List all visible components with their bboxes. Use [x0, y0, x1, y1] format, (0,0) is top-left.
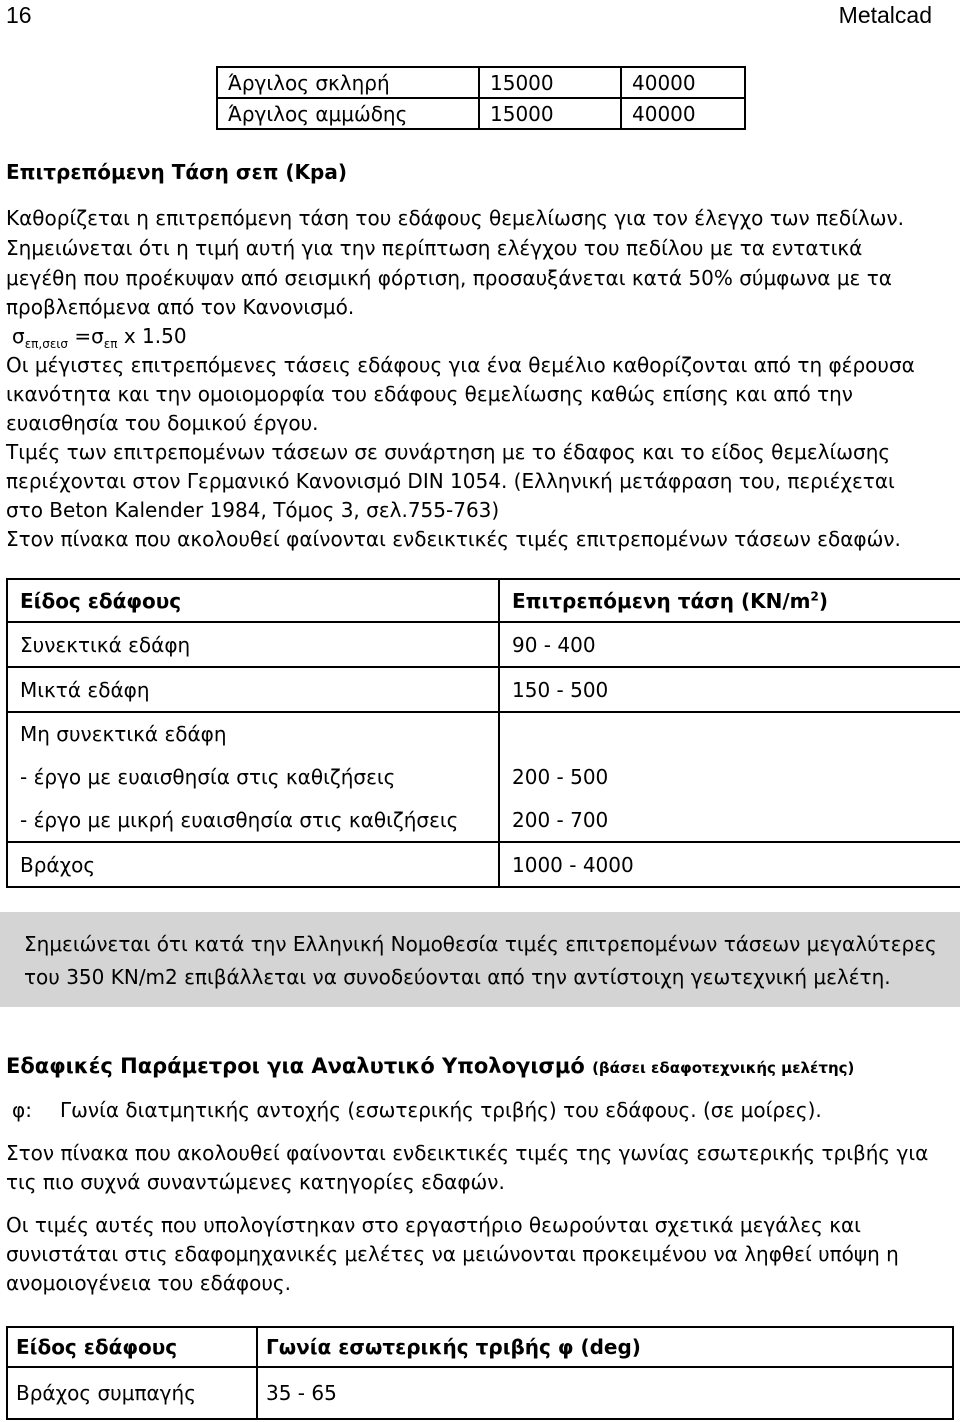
paragraph-line: Στον πίνακα που ακολουθεί φαίνονται ενδεικτικές τιμές της γωνίας εσωτερικής τριβής για — [6, 1141, 929, 1165]
section-heading-params — [6, 1054, 854, 1078]
column-header: Είδος εδάφους — [7, 579, 499, 622]
paragraph-line: ανομοιογένεια του εδάφους. — [6, 1271, 292, 1295]
soil-type-cell: - έργο με μικρή ευαισθησία στις καθιζήσεις — [7, 798, 499, 842]
legislation-note — [0, 912, 960, 1007]
paragraph-line: ευαισθησία του δομικού έργου. — [6, 411, 319, 435]
soil-values-table — [216, 66, 746, 130]
table-row — [7, 755, 960, 798]
section-heading-note: (βάσει εδαφοτεχνικής μελέτης) — [592, 1059, 855, 1077]
paragraph-line: ικανότητα και την ομοιομορφία του εδάφους θεμελίωσης καθώς επίσης και από την — [6, 382, 853, 406]
phi-description: Γωνία διατμητικής αντοχής (εσωτερικής τριβής) του εδάφους. (σε μοίρες). — [60, 1098, 822, 1122]
soil-type-cell: Συνεκτικά εδάφη — [7, 622, 499, 667]
stress-value-cell: 200 - 500 — [499, 755, 960, 798]
friction-angle-table — [6, 1326, 954, 1420]
section-heading-allowable: Επιτρεπόμενη Τάση σεπ (Kpa) — [6, 160, 347, 184]
column-header: Είδος εδάφους — [7, 1327, 257, 1367]
note-line: του 350 KN/m2 επιβάλλεται να συνοδεύονται από την αντίστοιχη γεωτεχνική μελέτη. — [24, 965, 891, 989]
stress-value-cell: 150 - 500 — [499, 667, 960, 712]
table-row — [7, 1367, 953, 1419]
table-header-row — [7, 1327, 953, 1367]
stress-value-cell: 90 - 400 — [499, 622, 960, 667]
table-row — [217, 67, 745, 98]
table-row — [217, 98, 745, 129]
formula-subscript: επ,σεισ — [24, 337, 68, 351]
unit-exponent: 2 — [810, 588, 819, 603]
formula-sigma: σ — [12, 324, 25, 348]
paragraph-line: στο Beton Kalender 1984, Τόμος 3, σελ.755-763) — [6, 498, 500, 522]
soil-value-cell: 15000 — [479, 67, 621, 98]
column-header-tail: ) — [818, 588, 829, 613]
soil-name-cell: Άργιλος σκληρή — [217, 67, 479, 98]
soil-value-cell: 40000 — [621, 98, 745, 129]
paragraph-line: Οι τιμές αυτές που υπολογίστηκαν στο εργαστήριο θεωρούνται σχετικά μεγάλες και — [6, 1213, 861, 1237]
paragraph-line: Σημειώνεται ότι η τιμή αυτή για την περίπτωση ελέγχου του πεδίλου με τα εντατικά — [6, 236, 863, 260]
table-row — [7, 798, 960, 842]
table-row — [7, 667, 960, 712]
soil-type-cell: Μη συνεκτικά εδάφη — [7, 712, 499, 755]
paragraph-line: περιέχονται στον Γερμανικό Κανονισμό DIN 1054. (Ελληνική μετάφραση του, περιέχεται — [6, 469, 895, 493]
phi-symbol: φ: — [12, 1098, 32, 1122]
stress-value-cell: 1000 - 4000 — [499, 842, 960, 887]
paragraph-line: τις πιο συχνά συναντώμενες κατηγορίες εδαφών. — [6, 1170, 505, 1194]
formula-tail: x 1.50 — [117, 324, 187, 348]
document-title: Metalcad — [838, 2, 932, 28]
formula — [12, 324, 187, 351]
page-number: 16 — [6, 2, 32, 28]
paragraph-line: μεγέθη που προέκυψαν από σεισμική φόρτιση, προσαυξάνεται κατά 50% σύμφωνα με τα — [6, 266, 892, 290]
paragraph-line: συνιστάται στις εδαφομηχανικές μελέτες να μειώνονται προκειμένου να ληφθεί υπόψη η — [6, 1242, 899, 1266]
column-header — [499, 579, 960, 622]
soil-type-cell: Μικτά εδάφη — [7, 667, 499, 712]
section-heading-text: Εδαφικές Παράμετροι για Αναλυτικό Υπολογισμό — [6, 1054, 585, 1078]
paragraph-line: Οι μέγιστες επιτρεπόμενες τάσεις εδάφους για ένα θεμέλιο καθορίζονται από τη φέρουσα — [6, 353, 915, 377]
note-line: Σημειώνεται ότι κατά την Ελληνική Νομοθεσία τιμές επιτρεπομένων τάσεων μεγαλύτερες — [24, 932, 937, 956]
table-header-row — [7, 579, 960, 622]
soil-type-cell: Βράχος — [7, 842, 499, 887]
paragraph-line: Στον πίνακα που ακολουθεί φαίνονται ενδεικτικές τιμές επιτρεπομένων τάσεων εδαφών. — [6, 527, 901, 551]
paragraph-line: Τιμές των επιτρεπομένων τάσεων σε συνάρτηση με το έδαφος και το είδος θεμελίωσης — [6, 440, 891, 464]
column-header: Γωνία εσωτερικής τριβής φ (deg) — [257, 1327, 953, 1367]
allowable-stress-table — [6, 578, 960, 888]
formula-subscript: επ — [103, 337, 118, 351]
formula-equals: =σ — [67, 324, 104, 348]
friction-value-cell: 35 - 65 — [257, 1367, 953, 1419]
table-row — [7, 622, 960, 667]
stress-value-cell: 200 - 700 — [499, 798, 960, 842]
soil-type-cell: - έργο με ευαισθησία στις καθιζήσεις — [7, 755, 499, 798]
soil-value-cell: 40000 — [621, 67, 745, 98]
soil-type-cell: Βράχος συμπαγής — [7, 1367, 257, 1419]
column-header-text: Επιτρεπόμενη τάση (KN/m — [512, 588, 811, 613]
paragraph-line: Καθορίζεται η επιτρεπόμενη τάση του εδάφους θεμελίωσης για τον έλεγχο των πεδίλων. — [6, 206, 905, 230]
stress-value-cell — [499, 712, 960, 755]
paragraph-line: προβλεπόμενα από τον Κανονισμό. — [6, 295, 355, 319]
table-row — [7, 712, 960, 755]
soil-value-cell: 15000 — [479, 98, 621, 129]
soil-name-cell: Άργιλος αμμώδης — [217, 98, 479, 129]
table-row — [7, 842, 960, 887]
